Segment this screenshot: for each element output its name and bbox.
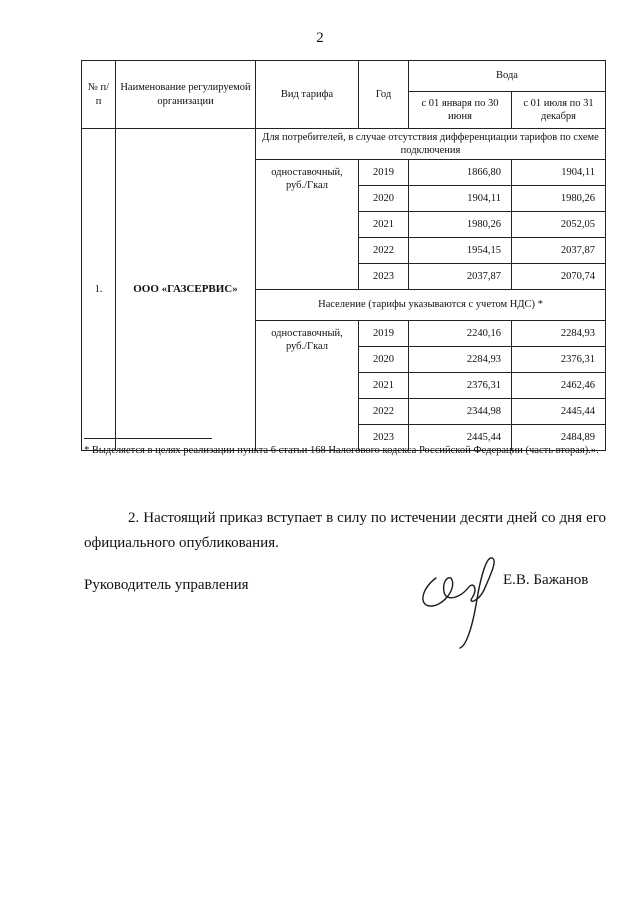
footnote-rule [84, 438, 212, 439]
value-cell-period-2: 2037,87 [512, 238, 606, 264]
year-cell: 2019 [359, 321, 409, 347]
year-cell: 2021 [359, 373, 409, 399]
year-cell: 2022 [359, 238, 409, 264]
value-cell-period-1: 2284,93 [409, 347, 512, 373]
value-cell-period-1: 1866,80 [409, 160, 512, 186]
page-number: 2 [316, 30, 324, 46]
signer-name: Е.В. Бажанов [503, 572, 589, 588]
value-cell-period-2: 1904,11 [512, 160, 606, 186]
year-cell: 2019 [359, 160, 409, 186]
row-number: 1. [82, 129, 116, 451]
year-cell: 2020 [359, 186, 409, 212]
group-title: Для потребителей, в случае отсутствия дифференциации тарифов по схеме подключения [256, 129, 606, 160]
year-cell: 2022 [359, 399, 409, 425]
header-num: № п/п [82, 61, 116, 129]
value-cell-period-2: 1980,26 [512, 186, 606, 212]
header-period-1: с 01 января по 30 июня [409, 92, 512, 129]
tariff-type: одноставочный, руб./Гкал [256, 160, 359, 290]
value-cell-period-2: 2070,74 [512, 264, 606, 290]
year-cell: 2020 [359, 347, 409, 373]
year-cell: 2021 [359, 212, 409, 238]
value-cell-period-1: 2376,31 [409, 373, 512, 399]
tariff-table [81, 60, 606, 451]
header-year: Год [359, 61, 409, 129]
order-paragraph: 2. Настоящий приказ вступает в силу по истечении десяти дней со дня его официального опубликования. [84, 510, 606, 551]
tariff-type: одноставочный, руб./Гкал [256, 321, 359, 451]
header-period-2: с 01 июля по 31 декабря [512, 92, 606, 129]
handwritten-signature [408, 550, 518, 650]
organization-name: ООО «ГАЗСЕРВИС» [116, 129, 256, 451]
value-cell-period-2: 2484,89 [512, 425, 606, 451]
value-cell-period-2: 2462,46 [512, 373, 606, 399]
value-cell-period-1: 2344,98 [409, 399, 512, 425]
footnote: * Выделяется в целях реализации пункта 6 статьи 168 Налогового кодекса Российской Федерации (часть вторая).». [84, 445, 599, 456]
value-cell-period-1: 2240,16 [409, 321, 512, 347]
value-cell-period-2: 2376,31 [512, 347, 606, 373]
signer-role: Руководитель управления [84, 577, 249, 593]
year-cell: 2023 [359, 425, 409, 451]
value-cell-period-1: 2037,87 [409, 264, 512, 290]
value-cell-period-1: 1980,26 [409, 212, 512, 238]
value-cell-period-2: 2284,93 [512, 321, 606, 347]
group-title: Население (тарифы указываются с учетом НДС) * [256, 290, 606, 321]
value-cell-period-2: 2445,44 [512, 399, 606, 425]
header-organization: Наименование регулируемой организации [116, 61, 256, 129]
header-water: Вода [409, 61, 606, 92]
value-cell-period-1: 1954,15 [409, 238, 512, 264]
value-cell-period-1: 1904,11 [409, 186, 512, 212]
value-cell-period-2: 2052,05 [512, 212, 606, 238]
year-cell: 2023 [359, 264, 409, 290]
value-cell-period-1: 2445,44 [409, 425, 512, 451]
header-tariff-type: Вид тарифа [256, 61, 359, 129]
